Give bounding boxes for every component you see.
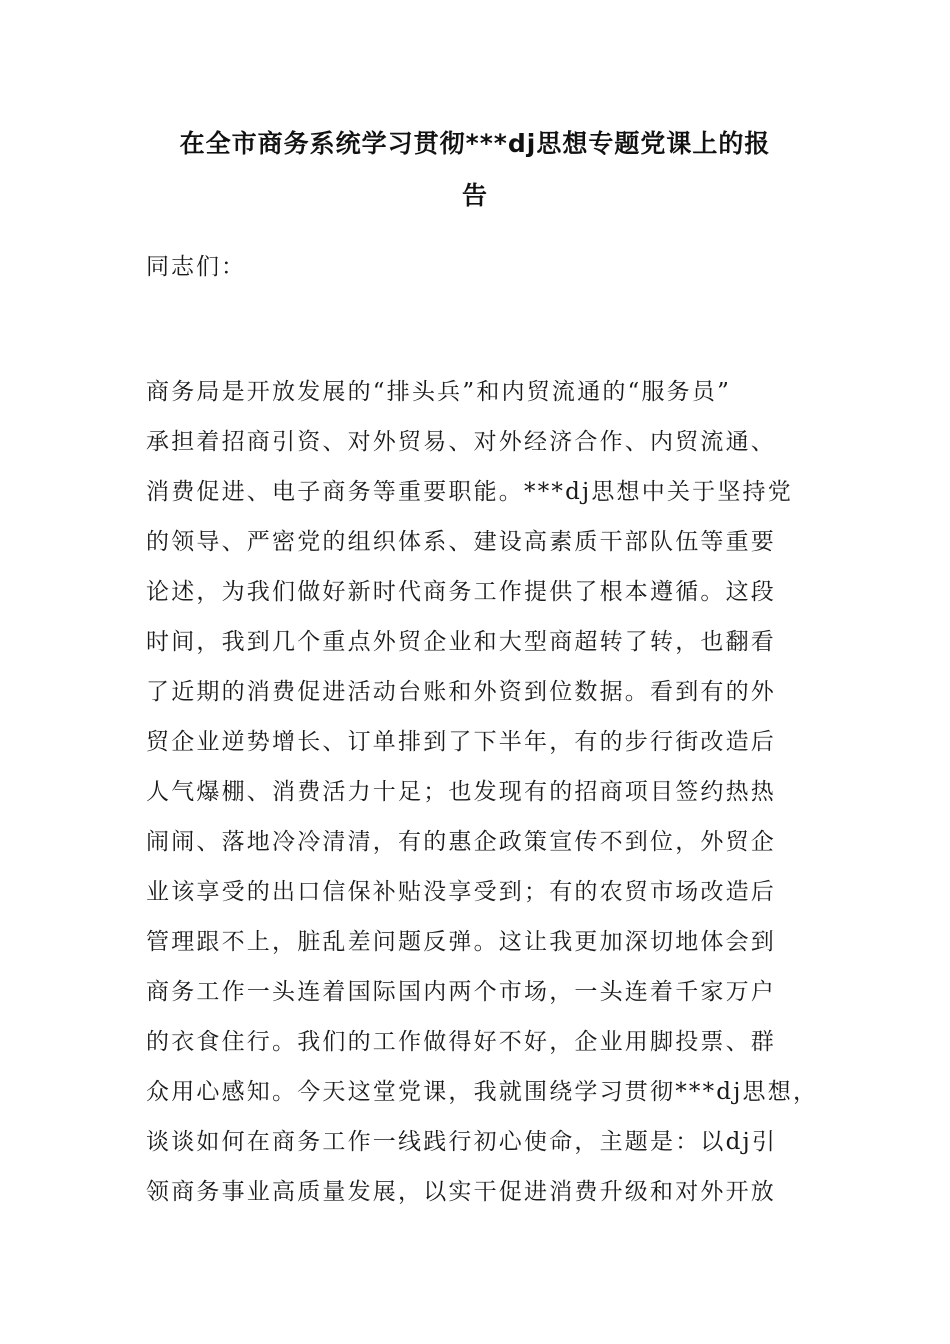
body-line: 谈谈如何在商务工作一线践行初心使命，主题是：以dj引 <box>146 1129 778 1155</box>
body-line: 商务工作一头连着国际国内两个市场，一头连着千家万户 <box>146 979 776 1005</box>
body-line: 管理跟不上，脏乱差问题反弹。这让我更加深切地体会到 <box>146 929 776 955</box>
body-line: 消费促进、电子商务等重要职能。***dj思想中关于坚持党 <box>146 479 793 505</box>
body-line: 商务局是开放发展的“排头兵”和内贸流通的“服务员” <box>146 379 732 405</box>
title-line: 告 <box>461 181 488 210</box>
salutation: 同志们： <box>146 254 246 280</box>
body-line: 了近期的消费促进活动台账和外资到位数据。看到有的外 <box>146 679 776 705</box>
body-line: 闹闹、落地冷冷清清，有的惠企政策宣传不到位，外贸企 <box>146 829 776 855</box>
title-line: 在全市商务系统学习贯彻***dj思想专题党课上的报 <box>179 129 771 158</box>
document-title <box>145 118 805 222</box>
body-line: 的衣食住行。我们的工作做得好不好，企业用脚投票、群 <box>146 1029 776 1055</box>
body-line: 贸企业逆势增长、订单排到了下半年，有的步行街改造后 <box>146 729 776 755</box>
body-line: 时间，我到几个重点外贸企业和大型商超转了转，也翻看 <box>146 629 776 655</box>
body-line: 承担着招商引资、对外贸易、对外经济合作、内贸流通、 <box>146 429 776 455</box>
body-line: 业该享受的出口信保补贴没享受到；有的农贸市场改造后 <box>146 879 776 905</box>
body-line: 的领导、严密党的组织体系、建设高素质干部队伍等重要 <box>146 529 776 555</box>
body-line: 领商务事业高质量发展，以实干促进消费升级和对外开放 <box>146 1179 776 1205</box>
body-line: 人气爆棚、消费活力十足；也发现有的招商项目签约热热 <box>146 779 776 805</box>
body-paragraph <box>146 372 836 1222</box>
body-line: 众用心感知。今天这堂党课，我就围绕学习贯彻***dj思想， <box>146 1079 819 1105</box>
body-line: 论述，为我们做好新时代商务工作提供了根本遵循。这段 <box>146 579 776 605</box>
